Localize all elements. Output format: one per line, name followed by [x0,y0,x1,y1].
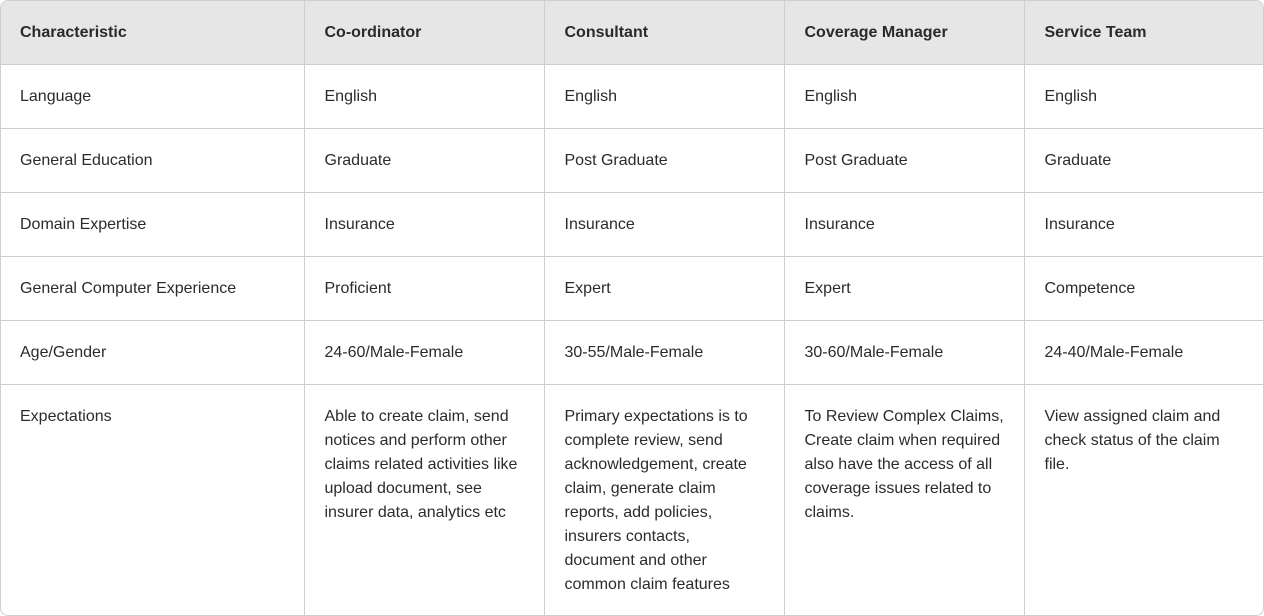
table-cell: Insurance [784,193,1024,257]
table-header-row [1,1,1263,65]
table-cell: Able to create claim, send notices and perform other claims related activities like upload document, see insurer data, analytics etc [304,385,544,616]
row-label: Age/Gender [1,321,304,385]
table-row-domain-expertise [1,193,1263,257]
table-cell: Expert [544,257,784,321]
row-label: Language [1,65,304,129]
table-cell: Insurance [1024,193,1263,257]
table-cell: Competence [1024,257,1263,321]
row-label: General Computer Experience [1,257,304,321]
table-cell: 30-55/Male-Female [544,321,784,385]
header-service-team: Service Team [1024,1,1263,65]
table-cell: 24-60/Male-Female [304,321,544,385]
table-cell: Post Graduate [784,129,1024,193]
table-cell: Post Graduate [544,129,784,193]
header-consultant: Consultant [544,1,784,65]
table-cell: English [544,65,784,129]
row-label: Expectations [1,385,304,616]
table-cell: Insurance [544,193,784,257]
row-label: Domain Expertise [1,193,304,257]
table-cell: English [1024,65,1263,129]
table-cell: Proficient [304,257,544,321]
table-cell: Graduate [304,129,544,193]
table-cell: English [304,65,544,129]
table-cell: 24-40/Male-Female [1024,321,1263,385]
table-row-general-education [1,129,1263,193]
table-row-language [1,65,1263,129]
header-co-ordinator: Co-ordinator [304,1,544,65]
table-cell: 30-60/Male-Female [784,321,1024,385]
table-row-computer-experience [1,257,1263,321]
header-characteristic: Characteristic [1,1,304,65]
table-cell: English [784,65,1024,129]
table-cell: To Review Complex Claims, Create claim when required also have the access of all coverage issues related to claims. [784,385,1024,616]
table-cell: Primary expectations is to complete review, send acknowledgement, create claim, generate claim reports, add policies, insurers contacts, document and other common claim features [544,385,784,616]
table-cell: Expert [784,257,1024,321]
header-coverage-manager: Coverage Manager [784,1,1024,65]
table-cell: View assigned claim and check status of the claim file. [1044,408,1221,473]
table-cell: Insurance [304,193,544,257]
user-characteristics-table [1,1,1263,615]
table-cell: Graduate [1024,129,1263,193]
table-row-expectations [1,385,1263,616]
row-label: General Education [1,129,304,193]
table-row-age-gender [1,321,1263,385]
